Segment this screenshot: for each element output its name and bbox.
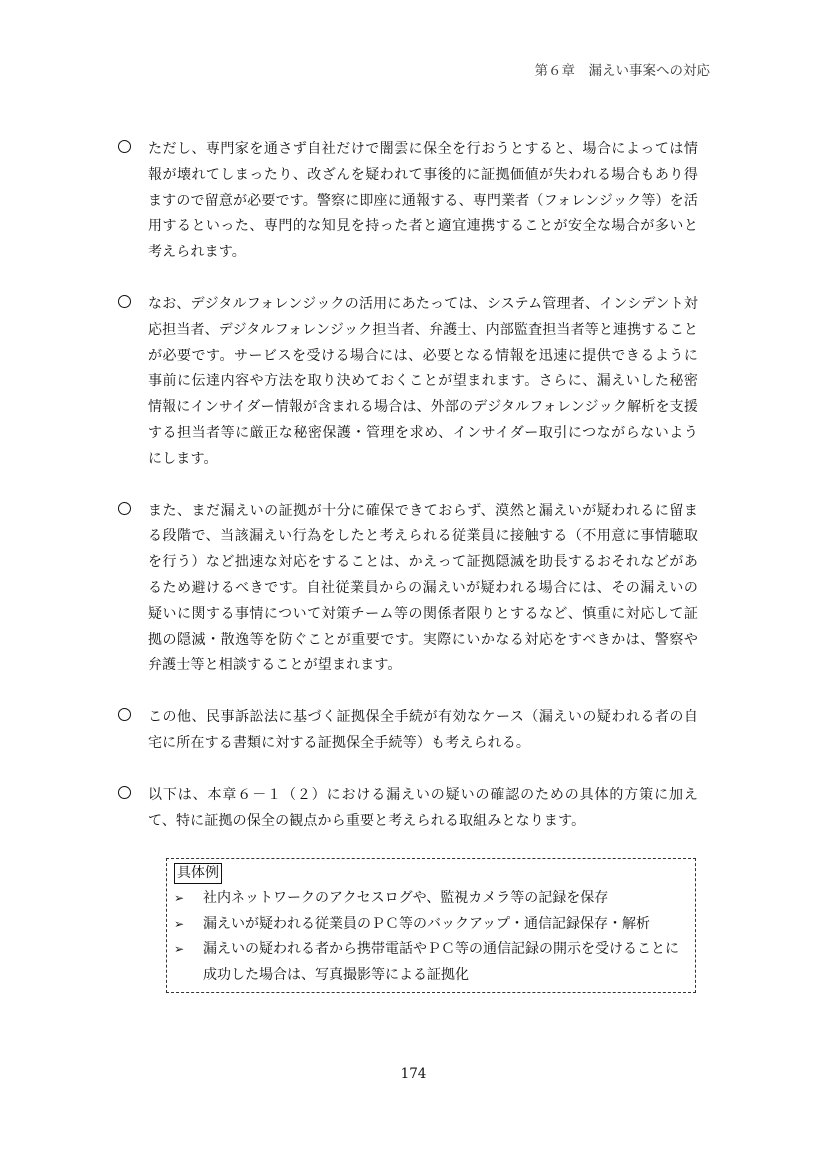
example-list-item [174, 937, 687, 988]
circle-bullet-icon [118, 295, 131, 308]
chapter-header: 第６章 漏えい事案への対応 [534, 63, 710, 79]
arrow-bullet-icon: ➢ [174, 942, 185, 957]
paragraph-item [118, 292, 698, 473]
paragraph-item [118, 137, 698, 266]
example-item-text: 漏えいの疑われる者から携帯電話やＰＣ等の通信記録の開示を受けることに成功した場合は、写真撮影等による証拠化 [203, 941, 679, 983]
paragraph-text: ただし、専門家を通さず自社だけで闇雲に保全を行おうとすると、場合によっては情報が壊れてしまったり、改ざんを疑われて事後的に証拠価値が失われる場合もあり得ますので留意が必要です。警察に即座に通報する、専門業者（フォレンジック等）を活用するといった、専門的な知見を持った者と適宜連携することが安全な場合が多いと考えられます。 [148, 141, 698, 261]
example-list-item [174, 912, 687, 938]
example-list-item [174, 886, 687, 912]
paragraph-text: また、まだ漏えいの証拠が十分に確保できておらず、漠然と漏えいが疑われるに留まる段階で、当該漏えい行為をしたと考えられる従業員に接触する（不用意に事情聴取を行う）など拙速な対応をすることは、かえって証拠隠滅を助長するおそれなどがあるため避けるべきです。自社従業員からの漏えいが疑われる場合には、その漏えいの疑いに関する事情について対策チーム等の関係者限りとするなど、慎重に対応して証拠の隠滅・散逸等を防ぐことが重要です。実際にいかなる対応をすべきかは、警察や弁護士等と相談することが望まれます。 [148, 502, 698, 674]
paragraph-text: 以下は、本章６－１（２）における漏えいの疑いの確認のための具体的方策に加えて、特に証拠の保全の観点から重要と考えられる取組みとなります。 [148, 786, 698, 829]
arrow-bullet-icon: ➢ [174, 916, 185, 931]
example-list [174, 886, 687, 988]
page-number: 174 [400, 1066, 427, 1082]
paragraph-item [118, 705, 698, 757]
circle-bullet-icon [118, 708, 131, 721]
circle-bullet-icon [118, 502, 131, 515]
paragraph-item [118, 783, 698, 835]
circle-bullet-icon [118, 140, 131, 153]
example-item-text: 社内ネットワークのアクセスログや、監視カメラ等の記録を保存 [203, 890, 609, 907]
example-box-title: 具体例 [174, 863, 222, 884]
paragraph-item [118, 499, 698, 680]
main-content [118, 137, 698, 993]
arrow-bullet-icon: ➢ [174, 891, 185, 906]
paragraph-text: この他、民事訴訟法に基づく証拠保全手続が有効なケース（漏えいの疑われる者の自宅に所在する書類に対する証拠保全手続等）も考えられる。 [148, 709, 698, 751]
example-item-text: 漏えいが疑われる従業員のＰＣ等のバックアップ・通信記録保存・解析 [203, 915, 651, 932]
example-box [166, 858, 696, 993]
circle-bullet-icon [118, 786, 131, 799]
paragraph-text: なお、デジタルフォレンジックの活用にあたっては、システム管理者、インシデント対応担当者、デジタルフォレンジック担当者、弁護士、内部監査担当者等と連携することが必要です。サービスを受ける場合には、必要となる情報を迅速に提供できるように事前に伝達内容や方法を取り決めておくことが望まれます。さらに、漏えいした秘密情報にインサイダー情報が含まれる場合は、外部のデジタルフォレンジック解析を支援する担当者等に厳正な秘密保護・管理を求め、インサイダー取引につながらないようにします。 [148, 295, 698, 467]
